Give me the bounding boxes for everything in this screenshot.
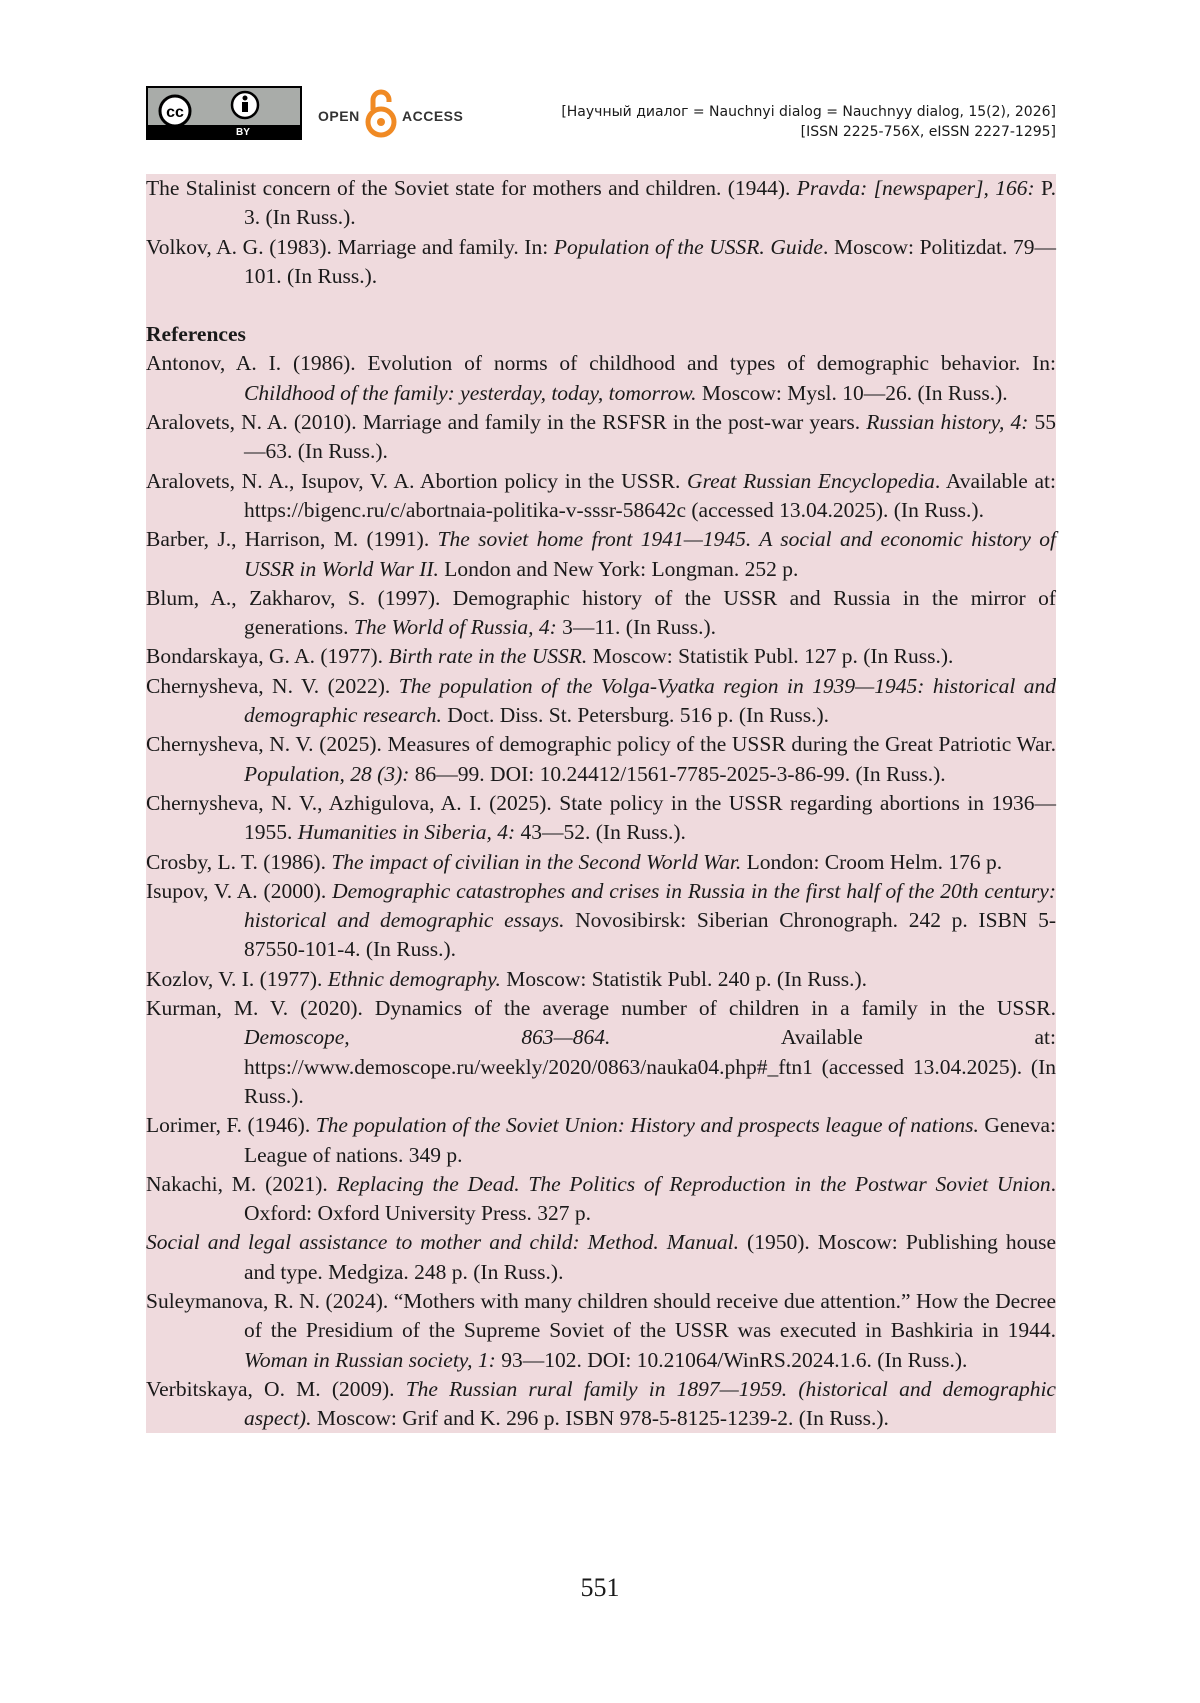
reference-entry <box>146 848 1056 877</box>
svg-text:cc: cc <box>166 104 184 121</box>
reference-entry <box>146 877 1056 965</box>
reference-details: 3—11. (In Russ.). <box>556 615 716 640</box>
reference-text: The Stalinist concern of the Soviet state for mothers and children. (1944). <box>146 176 797 200</box>
reference-title: The World of Russia, 4: <box>353 615 557 640</box>
open-access-logo <box>318 86 468 140</box>
reference-details: 86—99. DOI: 10.24412/1561-7785-2025-3-86-99. (In Russ.). <box>409 761 946 786</box>
reference-title: Replacing the Dead. The Politics of Reproduction in the Postwar Soviet Union <box>336 1171 1051 1196</box>
reference-title: Humanities in Siberia, 4: <box>297 820 516 845</box>
reference-details: Moscow: Statistik Publ. 127 p. (In Russ.). <box>587 644 954 669</box>
reference-title: Pravda: [newspaper], 166: <box>796 176 1035 200</box>
page-header <box>146 86 1056 142</box>
reference-entry <box>146 525 1056 584</box>
open-access-left-text: OPEN <box>318 108 360 124</box>
reference-title: Population of the USSR. Guide <box>553 234 823 259</box>
reference-entry <box>146 584 1056 643</box>
reference-text: Blum, A., Zakharov, S. (1997). Demographic history of the USSR and Russia in the mirror of generations. <box>146 585 1056 640</box>
license-by-label: BY <box>236 127 250 138</box>
reference-entry <box>146 1111 1056 1170</box>
reference-text: Isupov, V. A. (2000). <box>146 878 333 903</box>
reference-title: The population of the Soviet Union: History and prospects league of nations. <box>315 1113 979 1138</box>
license-strip <box>148 125 300 138</box>
reference-entry <box>146 349 1056 408</box>
reference-entry <box>146 174 1056 233</box>
reference-title: Social and legal assistance to mother and child: Method. Manual. <box>146 1230 739 1255</box>
reference-details: London and New York: Longman. 252 p. <box>438 556 799 581</box>
journal-citation <box>561 102 1056 142</box>
reference-details: . Moscow: Politizdat. 79—101. (In Russ.). <box>244 234 1057 288</box>
reference-text: Suleymanova, R. N. (2024). “Mothers with many children should receive due attention.” How the Decree of the Presidium of the Supreme Soviet of the USSR was executed in Bashkiria in 1944. <box>146 1288 1056 1343</box>
reference-text: Nakachi, M. (2021). <box>146 1171 337 1196</box>
reference-entry <box>146 994 1056 1111</box>
reference-title: Russian history, 4: <box>866 410 1029 435</box>
reference-entry <box>146 672 1056 731</box>
reference-title: The soviet home front 1941—1945. A social and economic history of USSR in World War II. <box>244 527 1057 581</box>
reference-details: . Available at: https://bigenc.ru/c/abortnaia-politika-v-sssr-58642c (accessed 13.04.2025). (In Russ.). <box>244 468 1056 522</box>
journal-line-1: [Научный диалог = Nauchnyi dialog = Nauchnyy dialog, 15(2), 2026] <box>561 104 1056 120</box>
reference-text: Kurman, M. V. (2020). Dynamics of the average number of children in a family in the USSR. <box>146 996 1056 1021</box>
reference-details: 55—63. (In Russ.). <box>244 410 1056 464</box>
reference-title: Woman in Russian society, 1: <box>244 1347 496 1372</box>
reference-text: Chernysheva, N. V., Azhigulova, A. I. (2025). State policy in the USSR regarding abortions in 1936—1955. <box>146 790 1056 845</box>
reference-details: (1950). Moscow: Publishing house and type. Medgiza. 248 p. (In Russ.). <box>244 1230 1057 1284</box>
reference-title: Demographic catastrophes and crises in Russia in the first half of the 20th century: historical and demographic essays. <box>244 878 1056 933</box>
references-heading: References <box>146 322 246 347</box>
section-gap <box>146 291 1056 320</box>
reference-text: Chernysheva, N. V. (2022). <box>146 673 399 698</box>
reference-entry <box>146 1170 1056 1229</box>
reference-title: Great Russian Encyclopedia <box>687 468 935 493</box>
reference-text: Lorimer, F. (1946). <box>146 1113 316 1138</box>
reference-details: London: Croom Helm. 176 p. <box>741 849 1003 874</box>
reference-details: . Oxford: Oxford University Press. 327 p. <box>244 1171 1056 1226</box>
reference-text: Aralovets, N. A., Isupov, V. A. Abortion policy in the USSR. <box>146 468 688 493</box>
reference-title: Ethnic demography. <box>327 966 501 991</box>
reference-text: Volkov, A. G. (1983). Marriage and family. In: <box>146 234 554 259</box>
reference-details: 43—52. (In Russ.). <box>515 820 686 845</box>
reference-text: Crosby, L. T. (1986). <box>146 849 332 874</box>
cc-icon <box>148 88 300 125</box>
reference-entry <box>146 467 1056 526</box>
reference-details: 93—102. DOI: 10.21064/WinRS.2024.1.6. (In Russ.). <box>495 1347 968 1372</box>
reference-title: Demoscope, 863—864. <box>244 1025 611 1050</box>
open-lock-icon <box>364 86 398 138</box>
page-number: 551 <box>580 1573 620 1602</box>
reference-details: Moscow: Mysl. 10—26. (In Russ.). <box>696 380 1008 405</box>
reference-entry <box>146 1287 1056 1375</box>
reference-details: Available at: https://www.demoscope.ru/weekly/2020/0863/nauka04.php#_ftn1 (accessed 13.04.2025). (In Russ.). <box>244 1025 1056 1108</box>
reference-title: The impact of civilian in the Second World War. <box>331 849 742 874</box>
reference-title: The population of the Volga-Vyatka region in 1939—1945: historical and demographic research. <box>244 673 1056 728</box>
references-block <box>146 174 1056 1433</box>
journal-line-2: [ISSN 2225-756X, eISSN 2227-1295] <box>800 124 1056 140</box>
cc-by-license-badge <box>146 86 302 140</box>
reference-details: Moscow: Grif and K. 296 p. ISBN 978-5-8125-1239-2. (In Russ.). <box>311 1406 889 1431</box>
reference-text: Antonov, A. I. (1986). Evolution of norms of childhood and types of demographic behavior. In: <box>146 351 1056 376</box>
reference-text: Aralovets, N. A. (2010). Marriage and family in the RSFSR in the post-war years. <box>146 410 867 435</box>
reference-entry <box>146 408 1056 467</box>
reference-title: The Russian rural family in 1897—1959. (historical and demographic aspect). <box>244 1376 1056 1431</box>
reference-text: Verbitskaya, O. M. (2009). <box>146 1376 406 1401</box>
reference-entry <box>146 965 1056 994</box>
open-access-right-text: ACCESS <box>402 108 464 124</box>
reference-title: Population, 28 (3): <box>244 761 410 786</box>
reference-entry <box>146 1375 1056 1434</box>
reference-entry <box>146 1228 1056 1287</box>
reference-entry <box>146 642 1056 671</box>
reference-details: P. 3. (In Russ.). <box>244 176 1056 230</box>
reference-entry <box>146 233 1056 292</box>
reference-text: Kozlov, V. I. (1977). <box>146 966 328 991</box>
reference-details: Geneva: League of nations. 349 p. <box>244 1113 1056 1167</box>
reference-text: Bondarskaya, G. A. (1977). <box>146 644 389 669</box>
reference-details: Doct. Diss. St. Petersburg. 516 p. (In Russ.). <box>441 703 830 728</box>
reference-entry <box>146 730 1056 789</box>
reference-title: Birth rate in the USSR. <box>388 644 588 669</box>
reference-list <box>146 349 1056 1433</box>
reference-text: Chernysheva, N. V. (2025). Measures of demographic policy of the USSR during the Great Patriotic War. <box>146 732 1056 757</box>
reference-text: Barber, J., Harrison, M. (1991). <box>146 527 438 552</box>
reference-details: Moscow: Statistik Publ. 240 p. (In Russ.). <box>500 966 868 991</box>
reference-title: Childhood of the family: yesterday, today, tomorrow. <box>244 380 697 405</box>
preceding-entries <box>146 174 1056 291</box>
reference-entry <box>146 789 1056 848</box>
reference-details: Novosibirsk: Siberian Chronograph. 242 p. ISBN 5-87550-101-4. (In Russ.). <box>244 908 1056 962</box>
